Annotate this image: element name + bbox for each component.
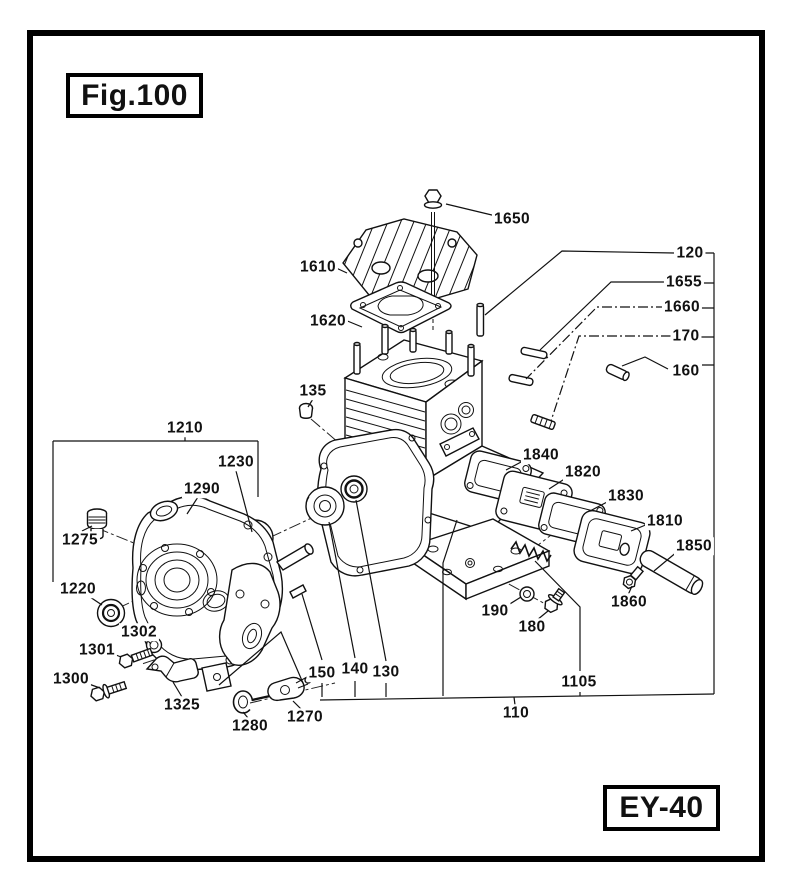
part-label-190: 190	[481, 602, 509, 620]
head-nut-drawing	[425, 190, 442, 208]
part-label-1301: 1301	[78, 641, 116, 659]
stud-120-drawing	[477, 303, 484, 336]
part-label-1820: 1820	[564, 463, 602, 481]
part-label-1290: 1290	[183, 480, 221, 498]
part-label-1105: 1105	[561, 673, 597, 691]
part-label-135: 135	[299, 382, 327, 400]
part-label-1840: 1840	[522, 446, 560, 464]
dowel-pin-drawing	[277, 542, 315, 570]
part-label-1270: 1270	[286, 708, 324, 726]
governor-ring-1280-drawing	[234, 691, 271, 713]
pin-150-drawing	[290, 585, 306, 598]
part-label-1830: 1830	[607, 487, 645, 505]
model-number: EY-40	[619, 791, 704, 824]
main-bearing-drawing	[306, 487, 344, 525]
part-label-130: 130	[372, 663, 400, 681]
figure-number: Fig.100	[81, 78, 188, 112]
part-label-1302: 1302	[120, 623, 158, 641]
oil-seal-small-drawing	[341, 476, 367, 502]
bolt-1301-drawing	[117, 646, 153, 669]
part-label-120: 120	[676, 244, 704, 262]
part-label-110: 110	[502, 704, 530, 722]
part-label-180: 180	[518, 618, 546, 636]
pin-160-drawing	[605, 363, 630, 381]
part-label-1655: 1655	[665, 273, 703, 291]
threaded-stud	[530, 414, 555, 430]
model-number-box	[603, 785, 720, 831]
pipe-1850-drawing	[637, 548, 705, 597]
part-label-1860: 1860	[610, 593, 648, 611]
part-label-1810: 1810	[646, 512, 684, 530]
part-label-170: 170	[672, 327, 700, 345]
part-label-1850: 1850	[675, 537, 713, 555]
part-label-1650: 1650	[493, 210, 531, 228]
side-stud-a	[521, 347, 548, 359]
cover-1810-drawing	[572, 508, 653, 575]
part-label-1220: 1220	[59, 580, 97, 598]
part-label-140: 140	[341, 660, 369, 678]
part-label-1660: 1660	[663, 298, 701, 316]
part-label-1300: 1300	[52, 670, 90, 688]
part-label-1230: 1230	[217, 453, 255, 471]
bolt-1300-drawing	[89, 678, 128, 702]
part-label-1620: 1620	[309, 312, 347, 330]
part-label-1275: 1275	[61, 531, 99, 549]
part-label-1210: 1210	[166, 419, 204, 437]
part-label-1610: 1610	[299, 258, 337, 276]
governor-arm-1270-drawing	[268, 677, 311, 700]
part-label-1325: 1325	[163, 696, 201, 714]
part-label-150: 150	[308, 664, 336, 682]
part-label-160: 160	[672, 362, 700, 380]
cap-135-drawing	[300, 404, 313, 419]
washer-190-drawing	[520, 587, 534, 601]
part-label-1280: 1280	[231, 717, 269, 735]
